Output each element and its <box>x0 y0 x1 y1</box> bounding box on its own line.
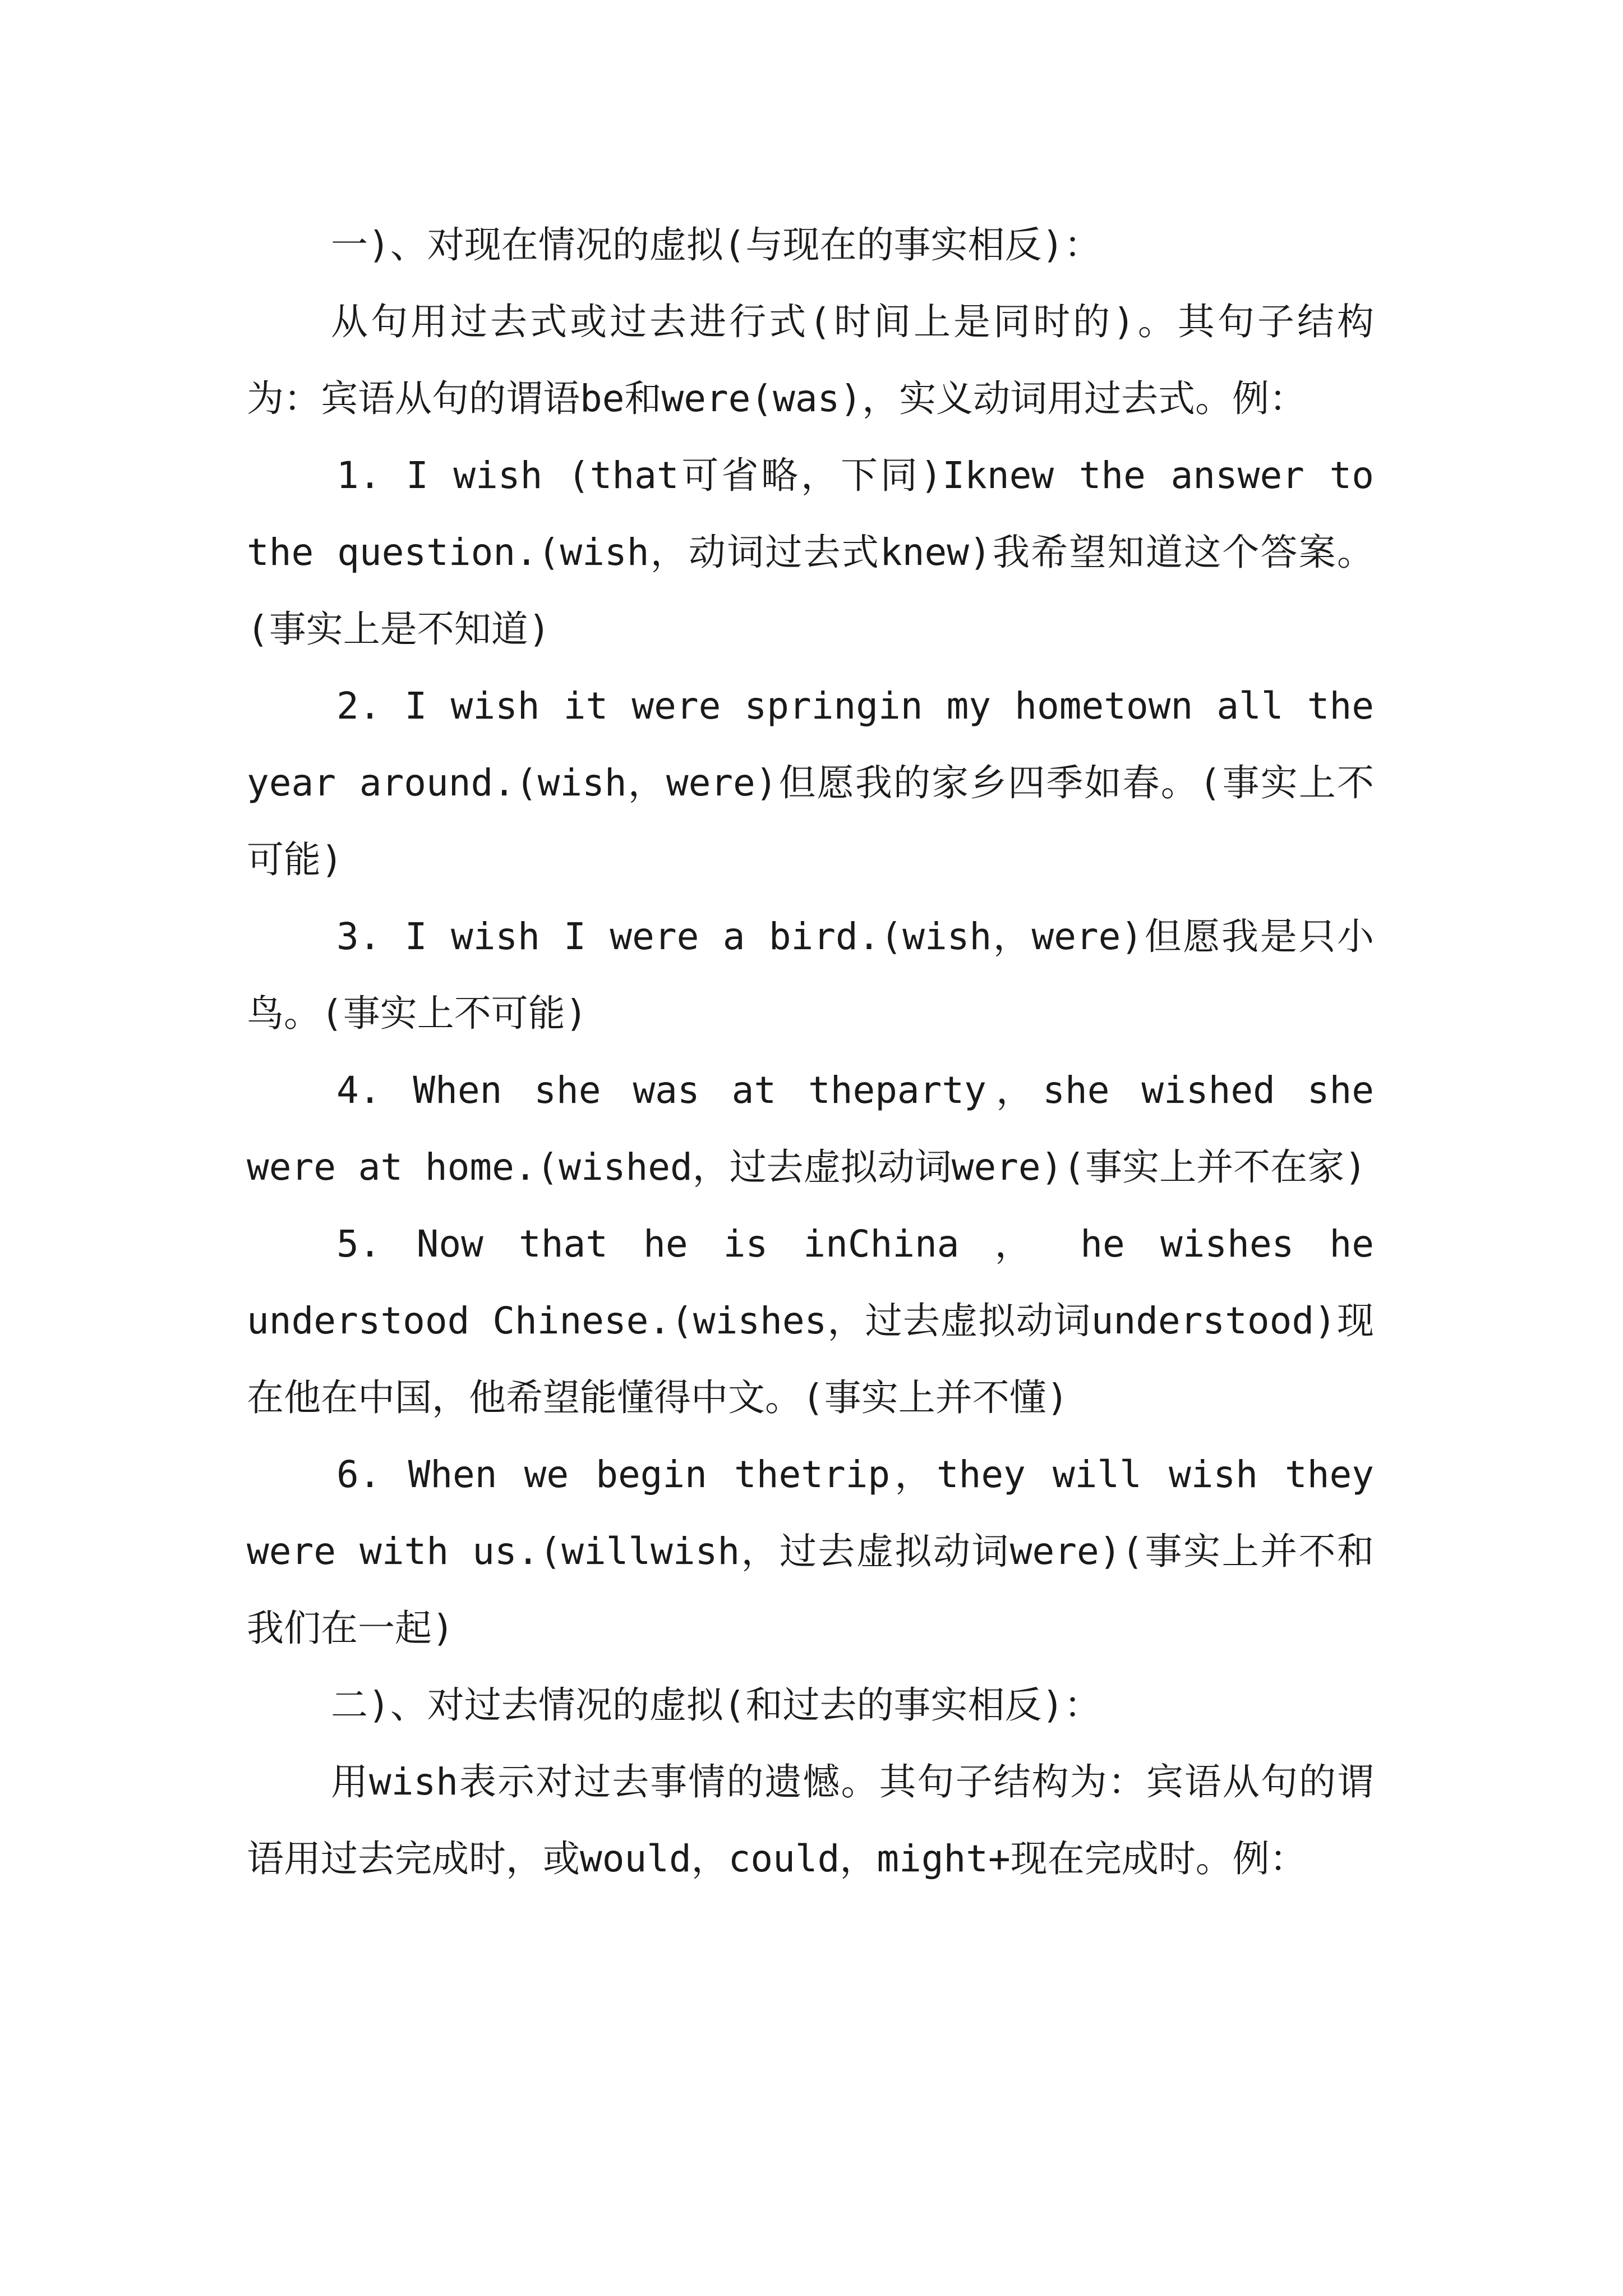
example-2: 2. I wish it were springin my hometown all the year around.(wish，were)但愿我的家乡四季如春。(事实上不可能) <box>247 684 1374 881</box>
section-heading-present: 一)、对现在情况的虚拟(与现在的事实相反)： <box>331 223 1101 266</box>
section-heading-past: 二)、对过去情况的虚拟(和过去的事实相反)： <box>331 1683 1101 1727</box>
example-4: 4. When she was at theparty，she wished she were at home.(wished，过去虚拟动词were)(事实上并不在家) <box>247 1069 1374 1189</box>
example-5: 5. Now that he is inChina ， he wishes he understood Chinese.(wishes，过去虚拟动词understood)现在他在中国，他希望能懂得中文。(事实上并不懂) <box>247 1222 1374 1419</box>
example-6: 6. When we begin thetrip，they will wish they were with us.(willwish，过去虚拟动词were)(事实上并不和我们在一起) <box>247 1453 1374 1650</box>
paragraph-rule-past: 用wish表示对过去事情的遗憾。其句子结构为：宾语从句的谓语用过去完成时，或would，could，might+现在完成时。例： <box>247 1760 1374 1880</box>
paragraph-rule-present: 从句用过去式或过去进行式(时间上是同时的)。其句子结构为：宾语从句的谓语be和were(was)，实义动词用过去式。例： <box>247 300 1374 420</box>
example-1: 1. I wish (that可省略，下同)Iknew the answer to the question.(wish，动词过去式knew)我希望知道这个答案。(事实上是不知道) <box>247 454 1374 651</box>
example-3: 3. I wish I were a bird.(wish，were)但愿我是只小鸟。(事实上不可能) <box>247 915 1374 1035</box>
document-body <box>247 206 1374 1897</box>
